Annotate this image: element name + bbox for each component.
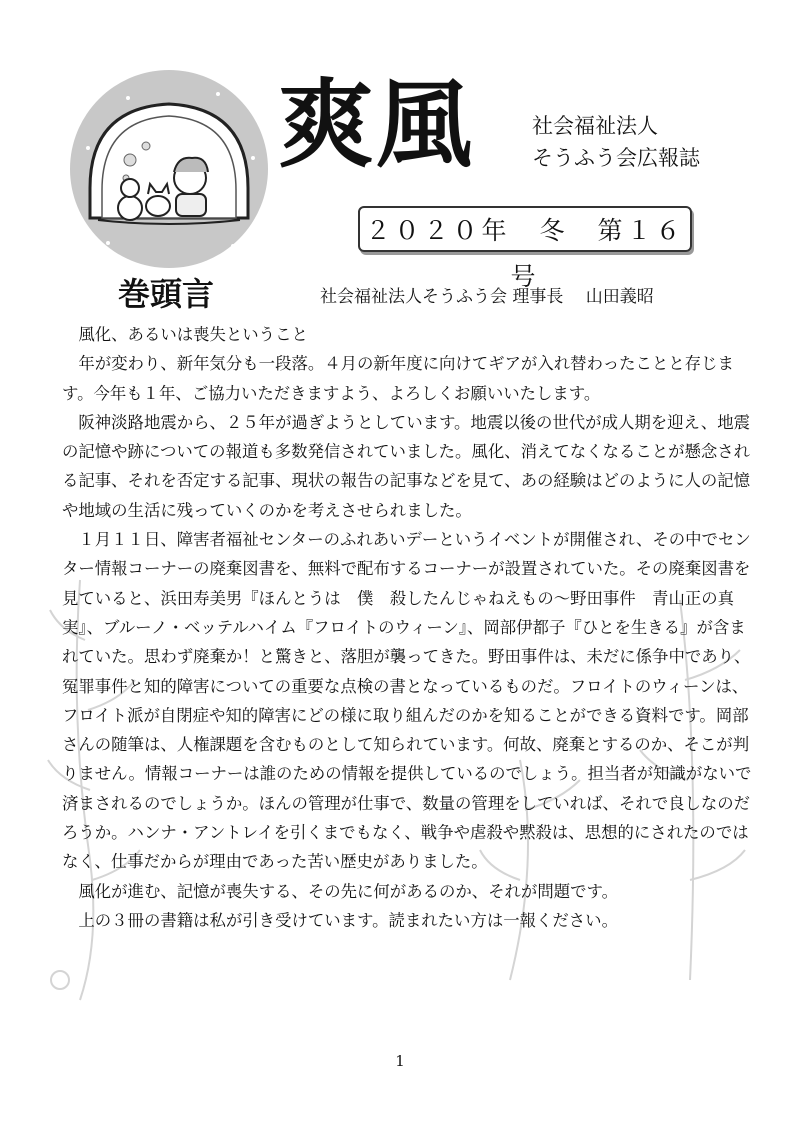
publisher-block — [532, 110, 700, 174]
author-line: 社会福祉法人そうふう会 理事長 山田義昭 — [320, 287, 654, 307]
magazine-title: 爽風 — [278, 68, 474, 181]
paragraph: 上の３冊の書籍は私が引き受けています。読まれたい方は一報ください。 — [78, 910, 618, 930]
publisher-line-2: そうふう会広報誌 — [532, 146, 700, 170]
logo-illustration — [68, 68, 270, 270]
article-body — [62, 320, 752, 935]
paragraph: 阪神淡路地震から、２５年が過ぎようとしています。地震以後の世代が成人期を迎え、地震の記憶や跡についての報道も多数発信されていました。風化、消えてなくなることが懸念される記事、それを否定する記事、現状の報告の記事などを見て、あの経験はどのように人の記憶や地域の生活に残っていくのかを考えさせられました。 — [62, 412, 751, 520]
paragraph-heading: 風化、あるいは喪失ということ — [78, 325, 308, 344]
paragraph: 年が変わり、新年気分も一段落。４月の新年度に向けてギアが入れ替わったことと存じます。今年も１年、ご協力いただきますよう、よろしくお願いいたします。 — [62, 354, 734, 403]
paragraph: 風化が進む、記憶が喪失する、その先に何があるのか、それが問題です。 — [78, 881, 618, 901]
page-number: 1 — [395, 1052, 405, 1070]
section-title: 巻頭言 — [118, 275, 215, 313]
publisher-line-1: 社会福祉法人 — [532, 114, 658, 138]
issue-badge: ２０２０年 冬 第１６号 — [358, 206, 692, 252]
paragraph: １月１１日、障害者福祉センターのふれあいデーというイベントが開催され、その中でセンター情報コーナーの廃棄図書を、無料で配布するコーナーが設置されていた。その廃棄図書を見ていると、浜田寿美男『ほんとうは 僕 殺したんじゃねえもの～野田事件 青山正の真実』、ブルーノ・ベッテルハイム『フロイトのウィーン』、岡部伊都子『ひとを生きる』が含まれていた。思わず廃棄か！と驚きと、落胆が襲ってきた。野田事件は、未だに係争中であり、冤罪事件と知的障害についての重要な点検の書となっているものだ。フロイトのウィーンは、フロイト派が自閉症や知的障害にどの様に取り組んだのかを知ることができる資料です。岡部さんの随筆は、人権課題を含むものとして知られています。何故、廃棄とするのか、そこが判りません。情報コーナーは誰のための情報を提供しているのでしょう。担当者が知識がないで済まされるのでしょうか。ほんの管理が仕事で、数量の管理をしていれば、それで良しなのだろうか。ハンナ・アントレイを引くまでもなく、戦争や虐殺や黙殺は、思想的にされたのではなく、仕事だからが理由であった苦い歴史がありました。 — [62, 530, 752, 872]
